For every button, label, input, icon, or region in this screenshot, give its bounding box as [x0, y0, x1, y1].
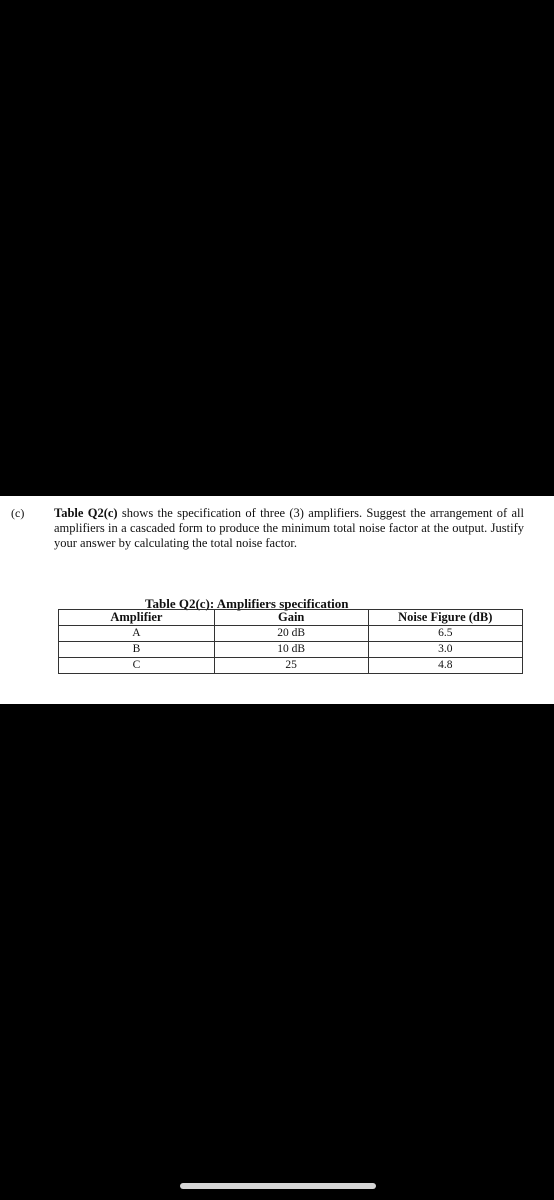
table-header-row [59, 610, 523, 626]
table-caption: Table Q2(c): Amplifiers specification [145, 596, 349, 611]
cell-amplifier: A [59, 626, 215, 642]
cell-noise-figure: 6.5 [368, 626, 522, 642]
home-indicator[interactable] [180, 1183, 376, 1189]
table-row [59, 658, 523, 674]
table-row [59, 642, 523, 658]
question-label: (c) [11, 506, 25, 520]
cell-gain: 25 [214, 658, 368, 674]
header-noise-figure: Noise Figure (dB) [368, 610, 522, 626]
question-text [54, 506, 524, 552]
question-body: shows the specification of three (3) amplifiers. Suggest the arrangement of all amplifiers in a cascaded form to produce the minimum total noise factor at the output. Justify your answer by calculating the total noise factor. [54, 506, 524, 551]
cell-noise-figure: 3.0 [368, 642, 522, 658]
document-panel [0, 496, 554, 704]
cell-amplifier: C [59, 658, 215, 674]
cell-amplifier: B [59, 642, 215, 658]
cell-gain: 20 dB [214, 626, 368, 642]
cell-gain: 10 dB [214, 642, 368, 658]
table-row [59, 626, 523, 642]
header-amplifier: Amplifier [59, 610, 215, 626]
header-gain: Gain [214, 610, 368, 626]
amplifier-spec-table [58, 609, 523, 674]
cell-noise-figure: 4.8 [368, 658, 522, 674]
table-reference: Table Q2(c) [54, 506, 118, 520]
